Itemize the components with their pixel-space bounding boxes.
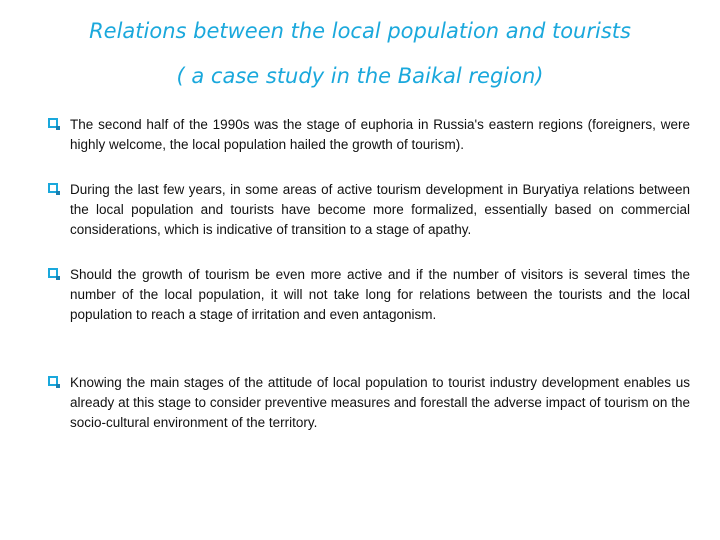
bullet-text-3: Should the growth of tourism be even more active and if the number of visitors is several times the number of the local population, it will not take long for relations between the tourists and the local population to reach a stage of irritation and even antagonism. (70, 267, 690, 322)
square-bullet-icon (48, 268, 58, 278)
bullet-item-2 (48, 180, 690, 240)
bullet-item-1 (48, 115, 690, 155)
square-bullet-icon (48, 118, 58, 128)
bullet-text-4: Knowing the main stages of the attitude of local population to tourist industry development enables us already at this stage to consider preventive measures and forestall the adverse impact of tourism on the socio-cultural environment of the territory. (70, 375, 690, 430)
bullet-text-1: The second half of the 1990s was the stage of euphoria in Russia's eastern regions (foreigners, were highly welcome, the local population hailed the growth of tourism). (70, 117, 690, 152)
square-bullet-icon (48, 376, 58, 386)
bullet-text-2: During the last few years, in some areas of active tourism development in Buryatiya relations between the local population and tourists have become more formalized, essentially based on commercial considerations, which is indicative of transition to a stage of apathy. (70, 182, 690, 237)
bullet-item-4 (48, 373, 690, 433)
square-bullet-icon (48, 183, 58, 193)
slide-title-line-1: Relations between the local population and tourists (89, 19, 631, 43)
bullet-item-3 (48, 265, 690, 325)
slide-title-line-2: ( a case study in the Baikal region) (176, 64, 544, 88)
